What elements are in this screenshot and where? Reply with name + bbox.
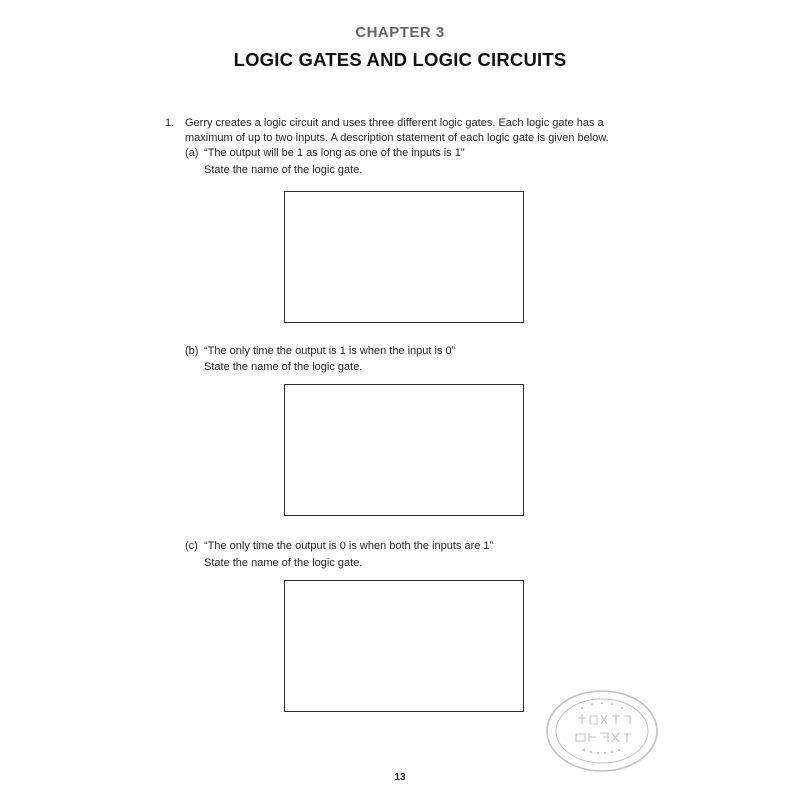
- part-b-label: (b): [185, 345, 199, 357]
- part-a-label: (a): [185, 147, 199, 159]
- seller-seal-stamp-icon: [544, 688, 660, 774]
- part-c-instruction: State the name of the logic gate.: [204, 557, 363, 569]
- part-b-answer-box[interactable]: [284, 384, 524, 516]
- question-number: 1.: [165, 117, 175, 129]
- question-intro-line-2: maximum of up to two inputs. A description statement of each logic gate is given below.: [185, 132, 609, 144]
- part-c-statement: “The only time the output is 0 is when both the inputs are 1”: [204, 540, 494, 552]
- part-c-label: (c): [185, 540, 198, 552]
- part-b-statement: “The only time the output is 1 is when the input is 0”: [204, 345, 456, 357]
- part-b-instruction: State the name of the logic gate.: [204, 361, 363, 373]
- chapter-heading: CHAPTER 3: [355, 24, 445, 41]
- chapter-title: LOGIC GATES AND LOGIC CIRCUITS: [233, 49, 567, 70]
- question-intro-line-1: Gerry creates a logic circuit and uses three different logic gates. Each logic gate has a: [185, 117, 604, 129]
- part-a-instruction: State the name of the logic gate.: [204, 164, 363, 176]
- part-a-answer-box[interactable]: [284, 191, 524, 323]
- page-number: 13: [394, 772, 406, 783]
- part-a-statement: “The output will be 1 as long as one of the inputs is 1”: [204, 147, 465, 159]
- part-c-answer-box[interactable]: [284, 580, 524, 712]
